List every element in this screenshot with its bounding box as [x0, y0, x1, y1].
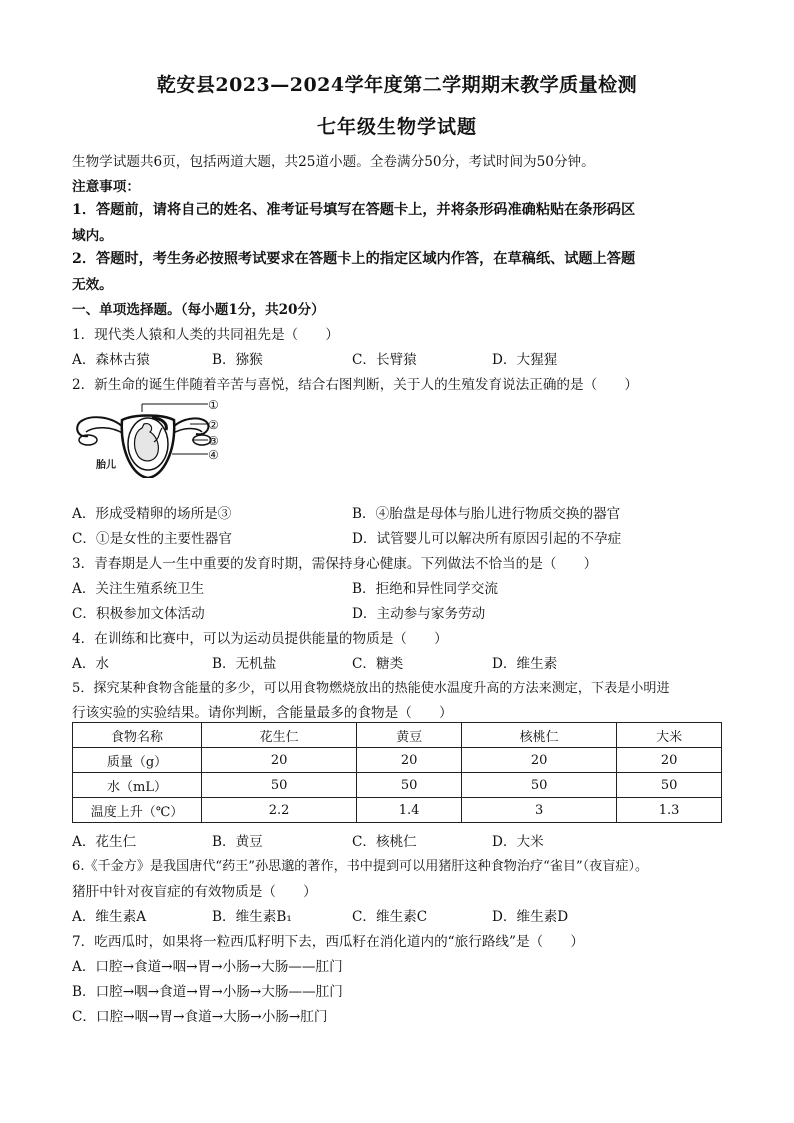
question-4-option-a: A．水 [72, 656, 110, 672]
table-cell: 3 [461, 798, 616, 823]
figure-label-fetus: 胎儿 [96, 460, 116, 471]
table-cell: 20 [357, 748, 462, 773]
question-6-option-c: C．维生素C [352, 909, 428, 925]
question-3-option-d: D．主动参与家务劳动 [352, 606, 486, 622]
table-cell: 50 [357, 773, 462, 798]
question-5-option-a: A．花生仁 [72, 834, 137, 850]
exam-subtitle: 七年级生物学试题 [316, 116, 477, 138]
table-row [73, 748, 722, 773]
question-4-stem: 4．在训练和比赛中，可以为运动员提供能量的物质是（ ） [72, 631, 448, 647]
question-5-option-c: C．核桃仁 [352, 834, 417, 850]
table-header-cell: 核桃仁 [461, 723, 616, 748]
food-energy-table [72, 722, 722, 823]
table-header-cell: 大米 [617, 723, 722, 748]
table-cell: 20 [202, 748, 357, 773]
question-2-option-a: A．形成受精卵的场所是③ [72, 506, 232, 522]
table-cell: 水（mL） [73, 773, 202, 798]
question-7-option-a: A．口腔→食道→咽→胃→小肠→大肠——肛门 [72, 959, 343, 975]
table-row [73, 798, 722, 823]
exam-title: 乾安县2023—2024学年度第二学期期末教学质量检测 [156, 74, 638, 96]
question-5-stem-line-2: 行该实验的实验结果。请你判断，含能量最多的食物是（ ） [72, 705, 453, 721]
notes-heading: 注意事项： [72, 179, 140, 195]
section-heading: 一、单项选择题。（每小题1分，共20分） [72, 302, 325, 318]
table-cell: 质量（g） [73, 748, 202, 773]
question-5-stem-line-1: 5．探究某种食物含能量的多少，可以用食物燃烧放出的热能使水温度升高的方法来测定，下表是小明进 [72, 681, 670, 696]
note-1-line-1: 1．答题前，请将自己的姓名、准考证号填写在答题卡上，并将条形码准确粘贴在条形码区 [72, 202, 636, 218]
table-row [73, 773, 722, 798]
question-7-stem: 7．吃西瓜时，如果将一粒西瓜籽明下去，西瓜籽在消化道内的“旅行路线”是（ ） [72, 934, 584, 950]
table-cell: 50 [617, 773, 722, 798]
question-6-option-b: B．维生素B₁ [212, 909, 292, 925]
figure-label-3: ③ [208, 434, 219, 448]
question-1-option-a: A．森林古猿 [72, 352, 150, 368]
question-3-option-a: A．关注生殖系统卫生 [72, 581, 205, 597]
table-header-cell: 食物名称 [73, 723, 202, 748]
question-2-option-d: D．试管婴儿可以解决所有原因引起的不孕症 [352, 531, 622, 547]
table-cell: 1.3 [617, 798, 722, 823]
table-cell: 20 [617, 748, 722, 773]
question-1-option-b: B．猕猴 [212, 352, 263, 368]
question-4-option-d: D．维生素 [492, 656, 558, 672]
note-2-line-2: 无效。 [72, 277, 113, 293]
figure-label-2: ② [208, 418, 219, 432]
note-2-line-1: 2．答题时，考生务必按照考试要求在答题卡上的指定区域内作答，在草稿纸、试题上答题 [72, 251, 636, 267]
table-cell: 20 [461, 748, 616, 773]
figure-label-4: ④ [208, 448, 219, 462]
table-header-row [73, 723, 722, 748]
question-2-option-c: C．①是女性的主要性器官 [72, 531, 232, 547]
question-3-option-b: B．拒绝和异性同学交流 [352, 581, 498, 597]
question-1-stem: 1．现代类人猿和人类的共同祖先是（ ） [72, 327, 339, 343]
question-3-option-c: C．积极参加文体活动 [72, 606, 205, 622]
figure-label-1: ① [208, 398, 219, 412]
question-6-stem-line-1: 6.《千金方》是我国唐代“药王”孙思邈的著作，书中提到可以用猪肝这种食物治疗“雀目”（夜盲症）。 [72, 859, 649, 874]
table-cell: 温度上升（℃） [73, 798, 202, 823]
table-cell: 50 [202, 773, 357, 798]
question-6-option-d: D．维生素D [492, 909, 569, 925]
question-4-option-b: B．无机盐 [212, 656, 277, 672]
question-7-option-b: B．口腔→咽→食道→胃→小肠→大肠——肛门 [72, 984, 343, 1000]
table-cell: 1.4 [357, 798, 462, 823]
table-cell: 50 [461, 773, 616, 798]
question-1-option-d: D．大猩猩 [492, 352, 558, 368]
exam-intro: 生物学试题共6页，包括两道大题，共25道小题。全卷满分50分，考试时间为50分钟。 [72, 154, 595, 170]
question-2-option-b: B．④胎盘是母体与胎儿进行物质交换的器官 [352, 506, 621, 522]
question-6-stem-line-2: 猪肝中针对夜盲症的有效物质是（ ） [72, 884, 317, 900]
table-header-cell: 花生仁 [202, 723, 357, 748]
question-4-option-c: C．糖类 [352, 656, 404, 672]
note-1-line-2: 域内。 [72, 228, 113, 244]
question-7-option-c: C．口腔→咽→胃→食道→大肠→小肠→肛门 [72, 1009, 328, 1025]
question-3-stem: 3．青春期是人一生中重要的发育时期，需保持身心健康。下列做法不恰当的是（ ） [72, 556, 598, 572]
table-header-cell: 黄豆 [357, 723, 462, 748]
question-6-option-a: A．维生素A [72, 909, 147, 925]
table-cell: 2.2 [202, 798, 357, 823]
question-5-option-b: B．黄豆 [212, 834, 263, 850]
question-5-option-d: D．大米 [492, 834, 544, 850]
question-2-stem: 2．新生命的诞生伴随着辛苦与喜悦，结合右图判断，关于人的生殖发育说法正确的是（ ） [72, 377, 638, 393]
question-1-option-c: C．长臂猿 [352, 352, 417, 368]
